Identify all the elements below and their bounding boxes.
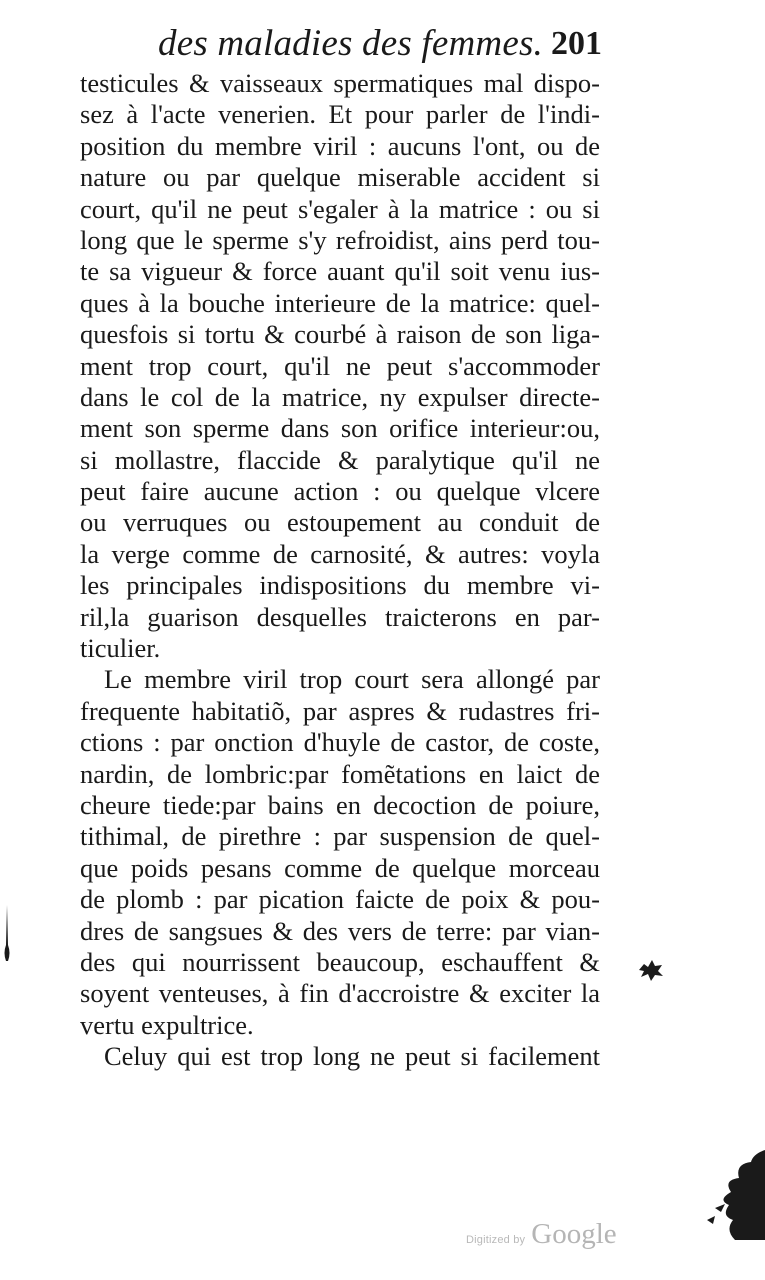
text-line: ques à la bouche interieure de la matrice: quel- [80, 287, 600, 318]
text-line: sez à l'acte venerien. Et pour parler de l'indi- [80, 99, 600, 130]
text-line: de plomb : par pication faicte de poix & pou- [80, 884, 600, 915]
text-line: court, qu'il ne peut s'egaler à la matrice : ou si [80, 193, 600, 224]
text-line: des qui nourrissent beaucoup, eschauffent & [80, 946, 600, 977]
text-line: vertu expultrice. [80, 1009, 254, 1040]
ink-blot-icon [636, 958, 664, 982]
text-line: ment trop court, qu'il ne peut s'accommoder [80, 350, 600, 381]
running-title: des maladies des femmes. [158, 23, 544, 64]
text-line: que poids pesans comme de quelque morceau [80, 852, 600, 883]
page-number: 201 [551, 25, 602, 62]
text-line: ctions : par onction d'huyle de castor, de coste, [80, 727, 600, 758]
google-logo: Google [531, 1218, 617, 1250]
corner-smudge-icon [695, 1150, 765, 1240]
text-line: frequente habitatiõ, par aspres & rudastres fri- [80, 695, 600, 726]
margin-mark-icon [2, 905, 12, 965]
text-line: quesfois si tortu & courbé à raison de son liga- [80, 319, 600, 350]
body-text [80, 68, 600, 1073]
text-line: dans le col de la matrice, ny expulser directe- [80, 381, 600, 412]
text-line: long que le sperme s'y refroidist, ains perd tou- [80, 224, 600, 255]
text-line: cheure tiede:par bains en decoction de poiure, [80, 789, 600, 820]
text-line: Le membre viril trop court sera allongé par [104, 664, 600, 695]
text-line: les principales indispositions du membre vi- [80, 570, 600, 601]
digitized-by-label: Digitized by [466, 1234, 526, 1246]
text-line: Celuy qui est trop long ne peut si facilement [104, 1041, 600, 1072]
text-line: position du membre viril : aucuns l'ont, ou de [80, 130, 600, 161]
text-line: ment son sperme dans son orifice interieur:ou, [80, 413, 600, 444]
text-line: te sa vigueur & force auant qu'il soit venu ius- [80, 256, 600, 287]
text-line: ticulier. [80, 633, 161, 664]
digitized-watermark [466, 1218, 617, 1252]
paragraph-1 [80, 68, 600, 664]
text-line: dres de sangsues & des vers de terre: par vian- [80, 915, 600, 946]
text-line: ou verruques ou estoupement au conduit de [80, 507, 600, 538]
paragraph-3 [80, 1041, 600, 1072]
paragraph-2 [80, 664, 600, 1041]
text-line: nardin, de lombric:par fomẽtations en laict de [80, 758, 600, 789]
text-line: peut faire aucune action : ou quelque vlcere [80, 476, 600, 507]
running-head [150, 22, 610, 66]
text-line: tithimal, de pirethre : par suspension de quel- [80, 821, 600, 852]
text-line: nature ou par quelque miserable accident si [80, 162, 600, 193]
text-line: si mollastre, flaccide & paralytique qu'il ne [80, 444, 600, 475]
text-line: ril,la guarison desquelles traicterons en par- [80, 601, 600, 632]
text-line: la verge comme de carnosité, & autres: voyla [80, 538, 600, 569]
text-line: testicules & vaisseaux spermatiques mal dispo- [80, 68, 600, 98]
text-line: soyent venteuses, à fin d'accroistre & exciter la [80, 978, 600, 1009]
